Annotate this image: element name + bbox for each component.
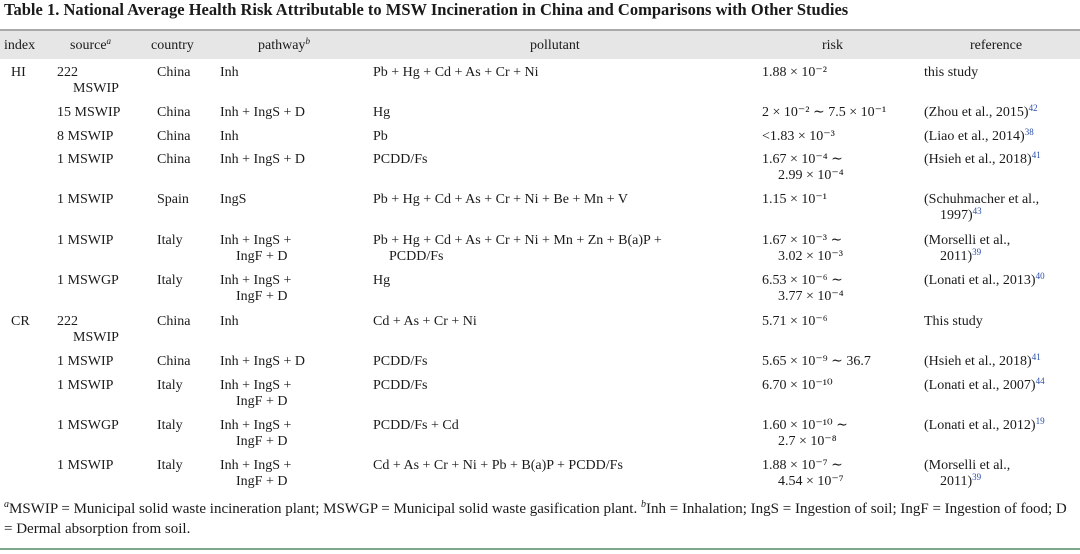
cell-source-line: 222 xyxy=(57,314,78,329)
cell-index: HI xyxy=(11,65,26,80)
cell-reference xyxy=(924,129,1080,145)
cell-pathway-line: Inh + IngS + D xyxy=(220,105,306,120)
cell-pollutant xyxy=(373,152,758,168)
cell-pathway-line: Inh + IngS + xyxy=(220,233,292,248)
cell-pathway xyxy=(220,65,370,81)
cell-pathway-line: IngS xyxy=(220,192,247,207)
cell-source-line: 1 MSWIP xyxy=(57,233,114,248)
cell-risk xyxy=(762,458,922,490)
cell-source xyxy=(57,192,152,208)
cell-reference-line xyxy=(924,474,1080,490)
header-source-label: source xyxy=(70,38,107,53)
cell-pollutant xyxy=(373,192,758,208)
cell-pollutant xyxy=(373,233,758,265)
cell-source-line: 1 MSWIP xyxy=(57,152,114,167)
cell-reference-line xyxy=(924,249,1080,265)
cell-pollutant xyxy=(373,129,758,145)
cell-source-line: 1 MSWIP xyxy=(57,378,114,393)
cell-source-line: 8 MSWIP xyxy=(57,129,114,144)
cell-country: Italy xyxy=(157,273,183,288)
cell-reference-line xyxy=(924,418,1080,434)
cell-source xyxy=(57,233,152,249)
cell-pathway-line: Inh xyxy=(220,65,239,80)
cell-risk-line: 1.15 × 10⁻¹ xyxy=(762,192,827,207)
cell-pollutant-line: PCDD/Fs xyxy=(373,152,428,167)
cell-risk-line: 2 × 10⁻² ∼ 7.5 × 10⁻¹ xyxy=(762,105,887,120)
cell-risk-line: 5.71 × 10⁻⁶ xyxy=(762,314,828,329)
cell-country: Italy xyxy=(157,378,183,393)
cell-reference xyxy=(924,192,1080,224)
cell-pollutant-line: Pb + Hg + Cd + As + Cr + Ni xyxy=(373,65,539,80)
cell-country: China xyxy=(157,105,191,120)
cell-risk-line: 6.53 × 10⁻⁶ ∼ xyxy=(762,273,843,288)
cell-risk-line: 2.99 × 10⁻⁴ xyxy=(778,168,844,183)
cell-pollutant xyxy=(373,65,758,81)
header-pathway-label: pathway xyxy=(258,38,306,53)
cell-reference-line xyxy=(924,129,1080,145)
cell-reference-line xyxy=(924,105,1080,121)
cell-pathway-line: IngF + D xyxy=(236,474,288,489)
header-index: index xyxy=(4,38,36,53)
reference-text: (Hsieh et al., 2018) xyxy=(924,354,1032,369)
reference-citation-number[interactable]: 41 xyxy=(1031,150,1041,160)
cell-source-line: MSWIP xyxy=(73,330,119,345)
cell-pathway xyxy=(220,233,370,265)
cell-pollutant-line: Cd + As + Cr + Ni xyxy=(373,314,477,329)
cell-pathway-line: Inh + IngS + D xyxy=(220,354,306,369)
header-source-footnote-mark: a xyxy=(106,36,112,46)
reference-citation-number[interactable]: 42 xyxy=(1028,103,1038,113)
cell-pollutant-line: Pb + Hg + Cd + As + Cr + Ni + Mn + Zn + B(a)P + xyxy=(373,233,662,248)
cell-source-line: 15 MSWIP xyxy=(57,105,121,120)
cell-country: China xyxy=(157,129,191,144)
cell-risk-line: 1.67 × 10⁻⁴ ∼ xyxy=(762,152,843,167)
cell-reference-line xyxy=(924,273,1080,289)
cell-source-line: MSWIP xyxy=(73,81,119,96)
cell-source xyxy=(57,458,152,474)
cell-source xyxy=(57,152,152,168)
reference-citation-number[interactable]: 44 xyxy=(1035,376,1045,386)
cell-pollutant xyxy=(373,314,758,330)
cell-risk-line: 4.54 × 10⁻⁷ xyxy=(778,474,844,489)
cell-pathway-line: Inh xyxy=(220,129,239,144)
reference-citation-number[interactable]: 41 xyxy=(1031,352,1041,362)
cell-pathway xyxy=(220,458,370,490)
footnote-a-text: MSWIP = Municipal solid waste incineration plant; MSWGP = Municipal solid waste gasification plant. xyxy=(9,501,638,517)
cell-country: Italy xyxy=(157,458,183,473)
cell-pollutant-line: PCDD/Fs + Cd xyxy=(373,418,459,433)
cell-risk-line: <1.83 × 10⁻³ xyxy=(762,129,835,144)
cell-reference-line: This study xyxy=(924,314,983,329)
cell-pathway-line: IngF + D xyxy=(236,289,288,304)
cell-risk xyxy=(762,65,922,81)
reference-citation-number[interactable]: 39 xyxy=(972,472,982,482)
cell-pathway xyxy=(220,192,370,208)
cell-pathway-line: Inh xyxy=(220,314,239,329)
cell-pathway xyxy=(220,273,370,305)
header-reference: reference xyxy=(970,38,1023,53)
cell-pathway xyxy=(220,129,370,145)
cell-reference-line: (Schuhmacher et al., xyxy=(924,192,1040,207)
cell-pathway-line: IngF + D xyxy=(236,394,288,409)
reference-citation-number[interactable]: 43 xyxy=(972,206,982,216)
cell-country: China xyxy=(157,354,191,369)
cell-source xyxy=(57,129,152,145)
cell-country: Spain xyxy=(157,192,189,207)
cell-pathway-line: IngF + D xyxy=(236,434,288,449)
cell-pathway-line: Inh + IngS + xyxy=(220,458,292,473)
cell-reference xyxy=(924,233,1080,265)
cell-risk-line: 1.60 × 10⁻¹⁰ ∼ xyxy=(762,418,848,433)
cell-pollutant xyxy=(373,273,758,289)
cell-risk-line: 2.7 × 10⁻⁸ xyxy=(778,434,837,449)
cell-risk-line: 3.77 × 10⁻⁴ xyxy=(778,289,844,304)
cell-risk xyxy=(762,129,922,145)
cell-risk xyxy=(762,105,922,121)
cell-pathway-line: IngF + D xyxy=(236,249,288,264)
cell-pollutant-line: Pb + Hg + Cd + As + Cr + Ni + Be + Mn + V xyxy=(373,192,629,207)
reference-citation-number[interactable]: 19 xyxy=(1035,416,1045,426)
cell-reference xyxy=(924,65,1080,81)
bottom-rule xyxy=(0,548,1080,550)
table-caption: Table 1. National Average Health Risk Attributable to MSW Incineration in China and Comparisons with Other Studies xyxy=(4,0,849,19)
reference-citation-number[interactable]: 40 xyxy=(1035,271,1045,281)
cell-pathway xyxy=(220,418,370,450)
footnote-a-mark: a xyxy=(4,499,9,510)
cell-pollutant xyxy=(373,458,758,474)
cell-pollutant xyxy=(373,418,758,434)
cell-pathway xyxy=(220,105,370,121)
cell-source xyxy=(57,65,152,97)
cell-risk-line: 5.65 × 10⁻⁹ ∼ 36.7 xyxy=(762,354,871,369)
cell-risk xyxy=(762,354,922,370)
cell-source xyxy=(57,273,152,289)
cell-country: China xyxy=(157,65,191,80)
cell-pollutant xyxy=(373,378,758,394)
cell-pollutant-line: Hg xyxy=(373,273,391,288)
cell-source-line: 1 MSWGP xyxy=(57,273,119,288)
cell-reference xyxy=(924,458,1080,490)
cell-country: China xyxy=(157,152,191,167)
cell-pathway-line: Inh + IngS + D xyxy=(220,152,306,167)
cell-source xyxy=(57,418,152,434)
cell-reference-line: (Morselli et al., xyxy=(924,233,1011,248)
cell-risk-line: 6.70 × 10⁻¹⁰ xyxy=(762,378,833,393)
cell-reference xyxy=(924,354,1080,370)
cell-risk-line: 1.88 × 10⁻⁷ ∼ xyxy=(762,458,843,473)
cell-country: Italy xyxy=(157,418,183,433)
cell-source xyxy=(57,378,152,394)
reference-citation-number[interactable]: 38 xyxy=(1024,127,1034,137)
reference-text: (Lonati et al., 2013) xyxy=(924,273,1036,288)
cell-pathway xyxy=(220,314,370,330)
cell-index: CR xyxy=(11,314,30,329)
cell-reference-line xyxy=(924,152,1080,168)
cell-source-line: 1 MSWIP xyxy=(57,458,114,473)
header-pathway-footnote-mark: b xyxy=(305,36,310,46)
cell-pathway xyxy=(220,354,370,370)
cell-reference xyxy=(924,418,1080,434)
cell-source-line: 1 MSWGP xyxy=(57,418,119,433)
header-source xyxy=(70,37,111,55)
cell-source-line: 1 MSWIP xyxy=(57,354,114,369)
cell-reference-line xyxy=(924,354,1080,370)
cell-pollutant-line: PCDD/Fs xyxy=(389,249,444,264)
reference-text: (Hsieh et al., 2018) xyxy=(924,152,1032,167)
cell-pollutant xyxy=(373,354,758,370)
cell-reference xyxy=(924,152,1080,168)
cell-source-line: 1 MSWIP xyxy=(57,192,114,207)
header-pollutant: pollutant xyxy=(530,38,580,53)
footnotes xyxy=(4,499,1078,539)
header-country: country xyxy=(151,38,194,53)
cell-risk-line: 3.02 × 10⁻³ xyxy=(778,249,843,264)
footnote-b-text: Inh = Inhalation; IngS = Ingestion of soil; IngF = Ingestion of food; D = Dermal absorption from soil. xyxy=(4,501,1067,537)
cell-risk xyxy=(762,273,922,305)
cell-risk xyxy=(762,233,922,265)
cell-reference-line xyxy=(924,208,1080,224)
cell-risk xyxy=(762,192,922,208)
reference-text: (Lonati et al., 2007) xyxy=(924,378,1036,393)
cell-source xyxy=(57,105,152,121)
cell-pollutant xyxy=(373,105,758,121)
cell-source xyxy=(57,354,152,370)
reference-citation-number[interactable]: 39 xyxy=(972,247,982,257)
cell-reference xyxy=(924,378,1080,394)
footnote-b-mark: b xyxy=(640,499,646,510)
reference-text: 2011) xyxy=(940,249,973,264)
reference-text: (Liao et al., 2014) xyxy=(924,129,1025,144)
cell-pathway-line: Inh + IngS + xyxy=(220,273,292,288)
cell-pollutant-line: Pb xyxy=(373,129,388,144)
header-pathway xyxy=(258,37,310,55)
cell-risk xyxy=(762,152,922,184)
cell-source-line: 222 xyxy=(57,65,78,80)
cell-risk xyxy=(762,418,922,450)
cell-pollutant-line: PCDD/Fs xyxy=(373,378,428,393)
header-risk: risk xyxy=(822,38,843,53)
reference-text: 2011) xyxy=(940,474,973,489)
cell-risk-line: 1.88 × 10⁻² xyxy=(762,65,827,80)
cell-country: China xyxy=(157,314,191,329)
cell-pathway xyxy=(220,152,370,168)
cell-reference-line: (Morselli et al., xyxy=(924,458,1011,473)
cell-reference-line: this study xyxy=(924,65,979,80)
cell-pollutant-line: PCDD/Fs xyxy=(373,354,428,369)
cell-reference-line xyxy=(924,378,1080,394)
cell-pathway-line: Inh + IngS + xyxy=(220,378,292,393)
cell-pathway xyxy=(220,378,370,410)
cell-reference xyxy=(924,314,1080,330)
cell-pathway-line: Inh + IngS + xyxy=(220,418,292,433)
cell-risk-line: 1.67 × 10⁻³ ∼ xyxy=(762,233,843,248)
cell-pollutant-line: Cd + As + Cr + Ni + Pb + B(a)P + PCDD/Fs xyxy=(373,458,623,473)
cell-source xyxy=(57,314,152,346)
reference-text: (Lonati et al., 2012) xyxy=(924,418,1036,433)
cell-country: Italy xyxy=(157,233,183,248)
cell-risk xyxy=(762,314,922,330)
reference-text: (Zhou et al., 2015) xyxy=(924,105,1029,120)
reference-text: 1997) xyxy=(940,208,973,223)
cell-pollutant-line: Hg xyxy=(373,105,391,120)
cell-risk xyxy=(762,378,922,394)
cell-reference xyxy=(924,105,1080,121)
cell-reference xyxy=(924,273,1080,289)
